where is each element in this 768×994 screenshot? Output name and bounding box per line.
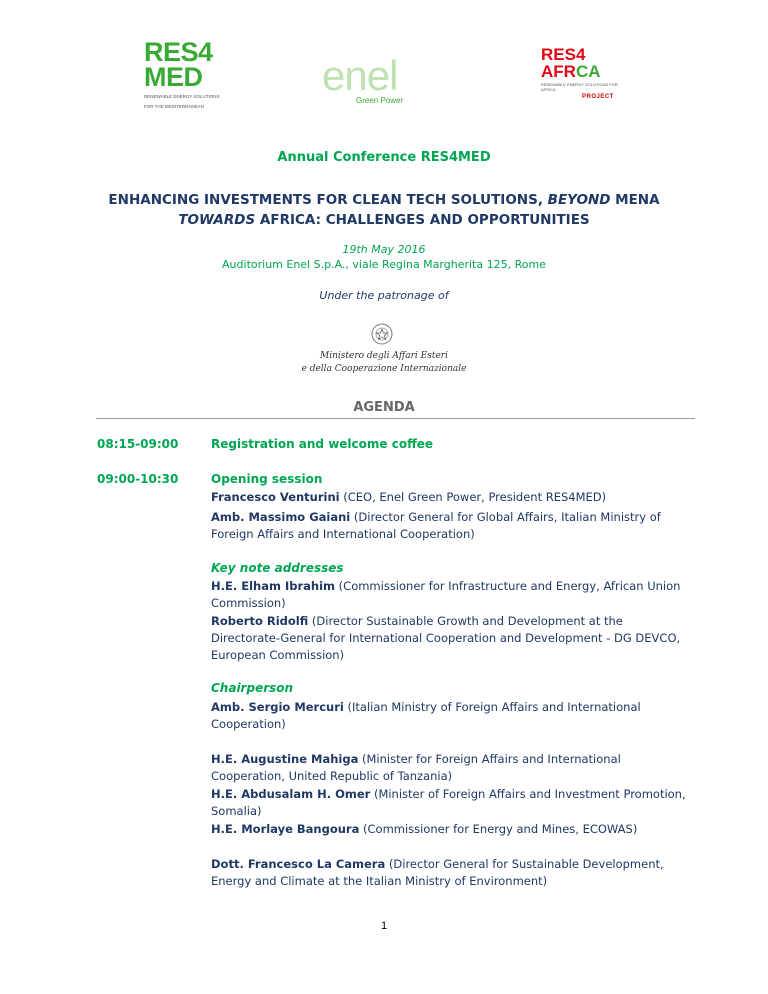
- speaker-role: (CEO, Enel Green Power, President RES4MED): [339, 490, 607, 504]
- agenda-divider: [96, 418, 695, 419]
- main-title-line2: [0, 210, 768, 230]
- patronage-label: Under the patronage of: [319, 289, 449, 302]
- speaker-name: Roberto Ridolfi: [211, 614, 309, 628]
- res4africa-logo-line2: [541, 63, 627, 80]
- speaker-role: (Director General for Global Affairs, Italian Ministry of Foreign Affairs and International Cooperation): [211, 510, 661, 541]
- res4med-logo-line1: RES4: [144, 37, 213, 67]
- conference-title: Annual Conference RES4MED: [277, 150, 491, 165]
- main-title-1a: ENHANCING INVESTMENTS FOR CLEAN TECH SOLUTIONS,: [108, 192, 548, 208]
- speaker-role: (Italian Ministry of Foreign Affairs and International Cooperation): [211, 700, 641, 731]
- res4africa-tagline: RENEWABLE ENERGY SOLUTIONS FOR AFRICA: [541, 82, 618, 92]
- speaker-entry: [211, 509, 691, 543]
- res4africa-project: PROJECT: [582, 94, 614, 100]
- republic-emblem-icon: [368, 322, 396, 346]
- speaker-role: (Director General for Sustainable Development, Energy and Climate at the Italian Ministry of Environment): [211, 857, 664, 888]
- speaker-name: H.E. Abdusalam H. Omer: [211, 787, 371, 801]
- main-title-1b: MENA: [610, 192, 660, 208]
- enel-logo-word: enel: [322, 52, 398, 99]
- slot-time: 08:15-09:00: [97, 437, 179, 451]
- speaker-name: Dott. Francesco La Camera: [211, 857, 386, 871]
- main-title-2em: TOWARDS: [178, 212, 256, 228]
- enel-logo-sub: Green Power: [356, 96, 404, 105]
- speaker-name: H.E. Morlaye Bangoura: [211, 822, 360, 836]
- speaker-entry: [211, 578, 691, 612]
- chairperson-heading: Chairperson: [211, 681, 294, 695]
- speaker-role: (Commissioner for Infrastructure and Energy, African Union Commission): [211, 579, 681, 610]
- speaker-role: (Minister for Foreign Affairs and International Cooperation, United Republic of Tanzania): [211, 752, 621, 783]
- slot-title: Registration and welcome coffee: [211, 437, 434, 451]
- ministry-name: [300, 350, 468, 376]
- speaker-role: (Director Sustainable Growth and Development at the Directorate-General for International Cooperation and Development - DG DEVCO, European Commission): [211, 614, 681, 662]
- speaker-name: Amb. Massimo Gaiani: [211, 510, 351, 524]
- res4africa-logo-line1: RES4: [541, 45, 586, 64]
- speaker-role: (Minister of Foreign Affairs and Investment Promotion, Somalia): [211, 787, 686, 818]
- agenda-heading: AGENDA: [353, 400, 415, 415]
- ministry-line2: e della Cooperazione Internazionale: [301, 364, 467, 374]
- speaker-entry: [211, 699, 691, 733]
- res4med-logo-line2: MED: [144, 62, 203, 92]
- res4africa-logo-line2a: AFR: [541, 62, 576, 81]
- main-title-2b: AFRICA: CHALLENGES AND OPPORTUNITIES: [255, 212, 590, 228]
- speaker-entry: [211, 489, 691, 506]
- main-title: [0, 190, 768, 230]
- speaker-name: H.E. Augustine Mahiga: [211, 752, 359, 766]
- speaker-name: Amb. Sergio Mercuri: [211, 700, 344, 714]
- ministry-line1: Ministero degli Affari Esteri: [320, 351, 448, 361]
- speaker-entry: [211, 786, 691, 820]
- speaker-entry: [211, 856, 691, 890]
- main-title-line1: [0, 190, 768, 210]
- speaker-name: H.E. Elham Ibrahim: [211, 579, 336, 593]
- speaker-entry: [211, 751, 691, 785]
- event-venue: Auditorium Enel S.p.A., viale Regina Margherita 125, Rome: [222, 258, 546, 271]
- res4africa-logo: [541, 46, 627, 114]
- speaker-entry: [211, 613, 691, 664]
- keynote-heading: Key note addresses: [211, 561, 344, 575]
- res4med-tagline-2: FOR THE MEDITERRANEAN: [144, 104, 204, 109]
- slot-title: Opening session: [211, 472, 323, 486]
- speaker-entry: [211, 821, 691, 838]
- res4med-tagline-1: RENEWABLE ENERGY SOLUTIONS: [144, 94, 220, 99]
- main-title-1em: BEYOND: [547, 192, 611, 208]
- res4africa-logo-line2b: CA: [575, 62, 601, 81]
- slot-time: 09:00-10:30: [97, 472, 179, 486]
- speaker-name: Francesco Venturini: [211, 490, 340, 504]
- res4med-logo: [144, 37, 224, 116]
- speaker-role: (Commissioner for Energy and Mines, ECOWAS): [359, 822, 638, 836]
- page-number: 1: [380, 920, 388, 932]
- enel-logo: [322, 52, 426, 112]
- event-date: 19th May 2016: [342, 243, 426, 256]
